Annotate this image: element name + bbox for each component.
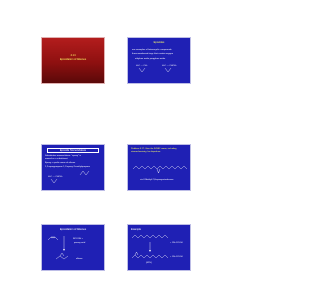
formula-epoxypropane: H₂C — CHCH₃: [48, 176, 63, 178]
slide-title: Epoxide Nomenclature: [47, 148, 99, 153]
disparlure-structure-icon: [128, 145, 191, 191]
slide-title: Example: [131, 228, 142, 231]
slide-title-number: 4.14: [70, 54, 76, 57]
slide-text-line: 1,2-epoxypropane 1,2-epoxy-2-methylpropane: [45, 166, 90, 168]
reagent-label: RCOOH +: [73, 238, 84, 240]
slide-2: [127, 37, 191, 84]
epoxide-oxygen-icons: [128, 38, 191, 84]
slide-text-line: Epoxy: a prefix name of ethane: [45, 162, 76, 164]
slide-title: Epoxidation of Alkenes: [59, 58, 87, 61]
slide-4: [127, 144, 191, 191]
slide-3: [41, 144, 105, 191]
formula-ethylene-oxide: H₂C — CH₂: [136, 65, 148, 67]
slide-text-line: three-membered rings that contain oxygen: [132, 53, 174, 55]
slide-1: [41, 37, 105, 84]
yield-label: (62%): [146, 262, 152, 264]
epoxide-oxygen-icon: [42, 145, 105, 191]
byproduct-label: + CH₃COOH: [170, 256, 183, 258]
slide-text-line: are examples of heterocyclic compounds: [132, 49, 172, 51]
slide-6: [127, 224, 191, 271]
slide-title: Epoxides: [153, 41, 165, 44]
slide-text-line: ethylene oxide propylene oxide: [135, 58, 166, 60]
slide-title: Problem 4.17: Give the IUPAC name, including stereochemistry, for disparlure.: [131, 148, 177, 153]
disparlure-name: cis-2-Methyl-7,8-epoxyoctadecane: [140, 179, 174, 181]
slide-text-line: named as a substituent: [45, 158, 68, 160]
reagent-subtitle: peroxy acid: [74, 242, 86, 244]
slide-5: [41, 224, 105, 271]
example-reaction-icon: [128, 225, 191, 271]
epoxidation-scheme-icon: [42, 225, 105, 271]
slide-text-line: Substitutive nomenclature: "epoxy" is: [45, 155, 81, 157]
alkene-label: alkene: [76, 258, 83, 260]
formula-propylene-oxide: H₂C — CHCH₃: [162, 65, 177, 67]
reagent-label: + CH₃COOH: [170, 242, 183, 244]
slide-title: Epoxidation of Alkenes: [59, 228, 87, 231]
